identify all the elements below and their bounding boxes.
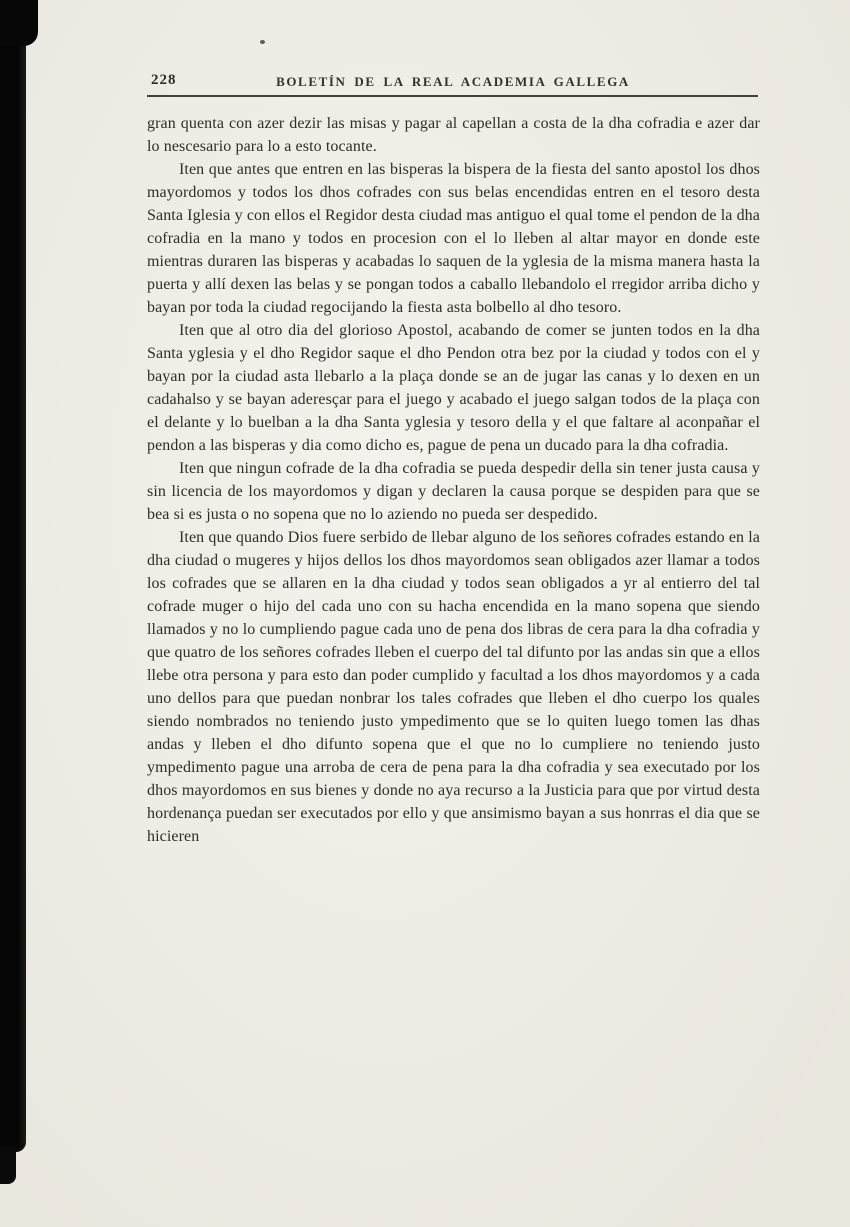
paragraph-iten-dia-apostol: Iten que al otro dia del glorioso Apostol, acabando de comer se junten todos en la dha Santa yglesia y el dho Regidor saque el dho Pendon otra bez por la ciudad y todos con el y bayan por la ciudad asta llebarlo a la plaça donde se an de jugar las canas y lo dexen en un cadahalso y se bayan aderesçar para el juego y acabado el juego salgan todos de la plaça con el delante y lo buelban a la dha Santa yglesia y tesoro della y el que faltare al aconpañar el pendon a las bisperas y dia como dicho es, pague de pena un ducado para la dha cofradia.	[147, 322, 760, 454]
scan-edge-artifact	[0, 0, 26, 1152]
ink-speck-artifact	[260, 40, 265, 44]
paragraph-iten-bisperas: Iten que antes que entren en las bisperas la bispera de la fiesta del santo apostol los dhos mayordomos y todos los dhos cofrades con sus belas encendidas entren en el tesoro desta Santa Iglesia y con ellos el Regidor desta ciudad mas antiguo el qual tome el pendon de la dha cofradia en la mano y todos en procesion con el lo lleben al altar mayor en donde este mientras duraren las bisperas y acabadas lo saquen de la yglesia de la misma manera hasta la puerta y allí dexen las belas y se pongan todos a caballo llebandolo el rregidor arriba dicho y bayan por toda la ciudad regocijando la fiesta asta bolbello al dho tesoro.	[147, 161, 760, 316]
text-block	[147, 112, 760, 848]
page-header	[147, 72, 759, 92]
running-title: BOLETÍN DE LA REAL ACADEMIA GALLEGA	[276, 74, 630, 89]
header-rule	[147, 95, 758, 97]
scan-corner-artifact	[0, 0, 38, 46]
paragraph-iten-entierro: Iten que quando Dios fuere serbido de llebar alguno de los señores cofrades estando en la dha ciudad o mugeres y hijos dellos los dhos mayordomos sean obligados azer llamar a todos los cofrades que se allaren en la dha ciudad y todos sean obligados a yr al entierro del tal cofrade muger o hijo del cada uno con su hacha encendida en la mano sopena que siendo llamados y no lo cumpliendo pague cada uno de pena dos libras de cera para la dha cofradia y que quatro de los señores cofrades lleben el cuerpo del tal difunto por las andas sin que a ellos llebe otra persona y para esto dan poder cumplido y facultad a los dhos mayordomos y a cada uno dellos para que puedan nonbrar los tales cofrades que lleben el dho cuerpo los quales siendo nombrados no teniendo justo ympedimento que se lo quiten luego tomen las dhas andas y lleben el dho difunto sopena que el que no lo cumpliere no teniendo justo ympedimento pague una arroba de cera de pena para la dha cofradia y sea executado por los dhos mayordomos en sus bienes y donde no aya recurso a la Justicia para que por virtud desta hordenança puedan ser executados por ello y que ansimismo bayan a sus honrras el dia que se hicieren	[147, 529, 760, 845]
paragraph-iten-despedida: Iten que ningun cofrade de la dha cofradia se pueda despedir della sin tener justa causa y sin licencia de los mayordomos y digan y declaren la causa porque se despiden para que se bea si es justa o no sopena que no lo aziendo no pueda ser despedido.	[147, 460, 760, 523]
paragraph-continuation: gran quenta con azer dezir las misas y pagar al capellan a costa de la dha cofradia e azer dar lo nescesario para lo a esto tocante.	[147, 115, 760, 155]
scan-bottom-edge-artifact	[0, 1146, 16, 1184]
page-number: 228	[151, 72, 177, 88]
